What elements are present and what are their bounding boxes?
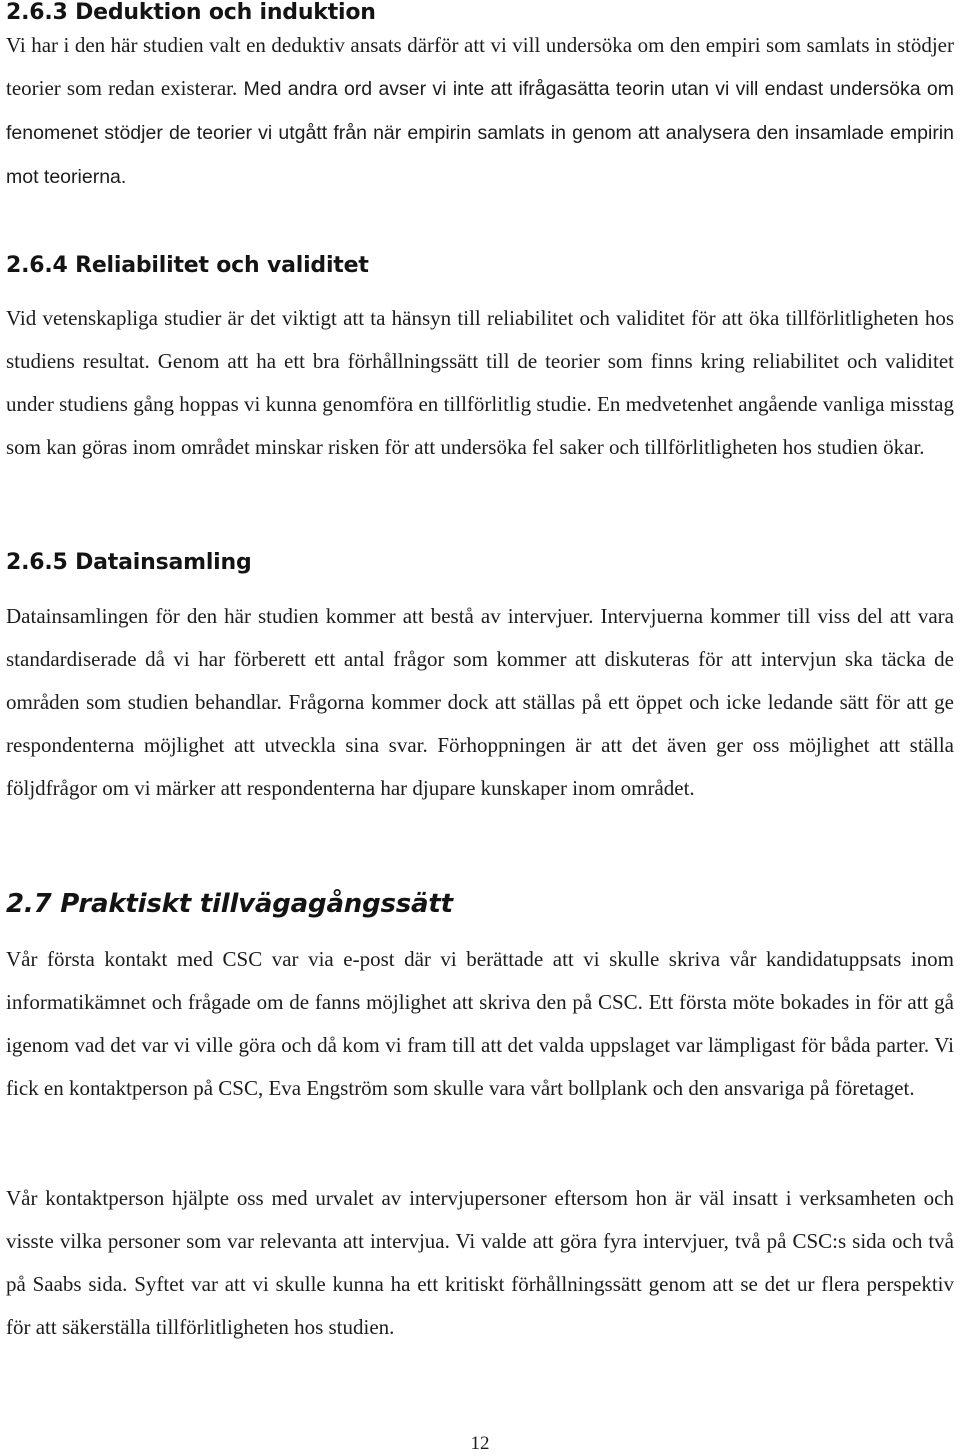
paragraph-deduktion-part2: Med andra ord avser vi inte att ifrågasätta teorin utan vi vill endast undersöka om fenomenet stödjer de teorier vi utgått från när empirin samlats in genom att analysera den insamlade empirin mot teorierna. [6, 78, 954, 188]
paragraph-reliabilitet-part2: Genom att ha ett bra förhållningssätt till de teorier som finns kring reliabilitet och validitet under studiens gång hoppas vi kunna genomföra en tillförlitlig studie. [6, 349, 954, 416]
paragraph-datainsamling: Datainsamlingen för den här studien kommer att bestå av intervjuer. Intervjuerna kommer till viss del att vara standardiserade då vi har förberett ett antal frågor som kommer att diskuteras för att intervjun ska täcka de områden som studien behandlar. Frågorna kommer dock att ställas på ett öppet och icke ledande sätt för att ge respondenterna möjlighet att utveckla sina svar. Förhoppningen är att det även ger oss möjlighet att ställa följdfrågor om vi märker att respondenterna har djupare kunskaper inom området. [6, 604, 954, 800]
paragraph-reliabilitet-part1: Vid vetenskapliga studier är det viktigt att ta hänsyn till reliabilitet och validitet för att öka tillförlitligheten hos studiens resultat. [6, 306, 954, 373]
paragraph-deduktion-part1: Vi har i den här studien valt en deduktiv ansats därför att vi vill undersöka om den empiri som samlats in stödjer teorier som redan existerar. [6, 33, 954, 100]
section-heading-2-7: 2.7 Praktiskt tillvägagångssätt [6, 889, 453, 919]
page-number: 12 [470, 1433, 490, 1454]
paragraph-praktiskt-1: Vår första kontakt med CSC var via e-post där vi berättade att vi skulle skriva vår kandidatuppsats inom informatikämnet och frågade om de fanns möjlighet att skriva den på CSC. Ett första möte bokades in för att gå igenom vad det var vi ville göra och då kom vi fram till att det valda uppslaget var lämpligast för båda parter. Vi fick en kontaktperson på CSC, Eva Engström som skulle vara vårt bollplank och den ansvariga på företaget. [6, 947, 954, 1100]
paragraph-reliabilitet-part3: En medvetenhet angående vanliga misstag som kan göras inom området minskar risken för att undersöka fel saker och tillförlitligheten hos studien ökar. [6, 392, 954, 459]
section-heading-2-6-3: 2.6.3 Deduktion och induktion [6, 0, 376, 25]
section-heading-2-6-4: 2.6.4 Reliabilitet och validitet [6, 253, 369, 278]
paragraph-deduktion [6, 24, 954, 199]
paragraph-praktiskt-2: Vår kontaktperson hjälpte oss med urvalet av intervjupersoner eftersom hon är väl insatt i verksamheten och visste vilka personer som var relevanta att intervjua. Vi valde att göra fyra intervjuer, två på CSC:s sida och två på Saabs sida. Syftet var att vi skulle kunna ha ett kritiskt förhållningssätt genom att se det ur flera perspektiv för att säkerställa tillförlitligheten hos studien. [6, 1186, 954, 1339]
section-heading-2-6-5: 2.6.5 Datainsamling [6, 550, 252, 575]
paragraph-reliabilitet [6, 297, 954, 469]
